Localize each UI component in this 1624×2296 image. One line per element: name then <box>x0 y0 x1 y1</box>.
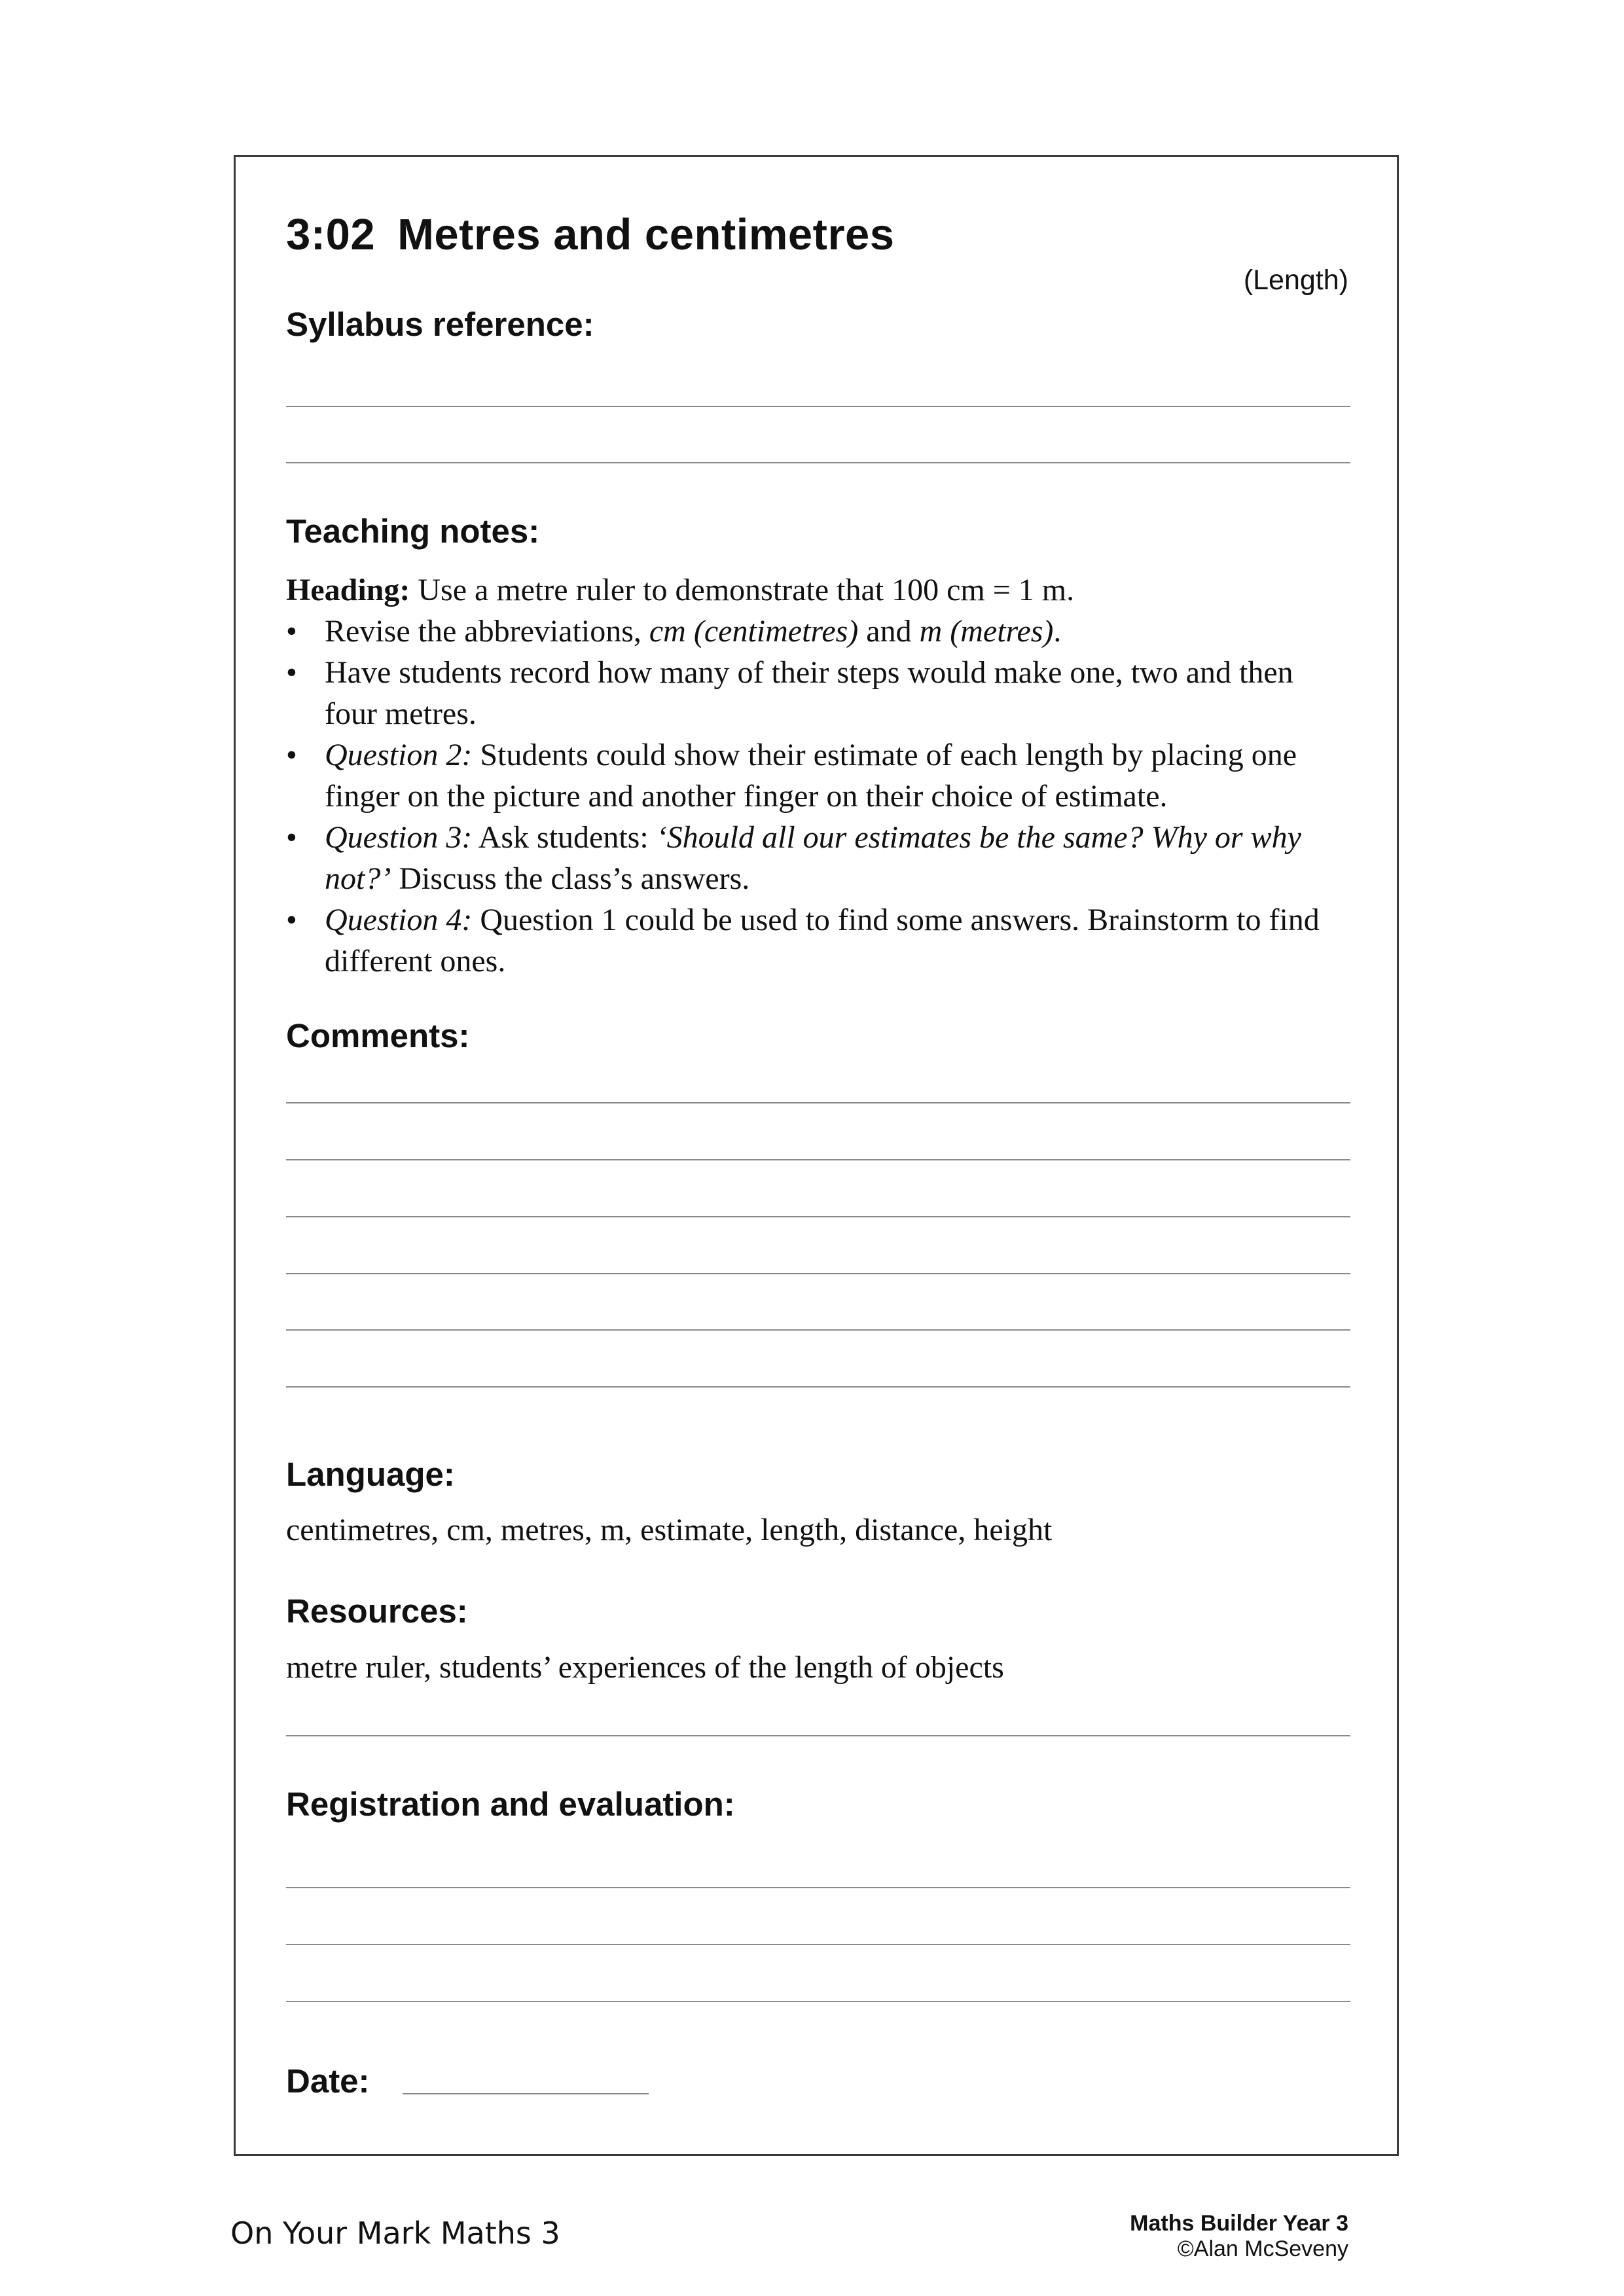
comments-line-6[interactable] <box>286 1386 1350 1388</box>
bullet-italic: cm (centimetres) <box>649 614 859 649</box>
notes-heading-text: Use a metre ruler to demonstrate that 100 cm = 1 m. <box>410 573 1075 607</box>
comments-line-3[interactable] <box>286 1216 1350 1217</box>
bullet-text: Question 1 could be used to find some answers. Brainstorm to find different ones. <box>325 903 1320 978</box>
registration-line-1[interactable] <box>286 1887 1350 1888</box>
language-heading: Language: <box>286 1456 455 1493</box>
question-label: Question 3: <box>325 820 473 855</box>
bullet-italic: m (metres) <box>919 614 1054 649</box>
lesson-title: Metres and centimetres <box>397 210 895 259</box>
registration-heading: Registration and evaluation: <box>286 1785 735 1823</box>
footer-copyright: ©Alan McSeveny <box>1177 2236 1348 2261</box>
comments-line-1[interactable] <box>286 1102 1350 1103</box>
question-label: Question 2: <box>325 738 473 772</box>
language-text: centimetres, cm, metres, m, estimate, length, distance, height <box>286 1513 1053 1547</box>
question-label: Question 4: <box>325 903 473 937</box>
list-item <box>286 734 1350 817</box>
notes-heading-paragraph <box>286 569 1350 611</box>
bullet-text: Students could show their estimate of each length by placing one finger on the picture and another finger on their choice of estimate. <box>325 738 1297 814</box>
registration-line-2[interactable] <box>286 1944 1350 1945</box>
bullet-text: and <box>858 614 920 649</box>
resources-line[interactable] <box>286 1735 1350 1736</box>
teaching-notes-heading: Teaching notes: <box>286 512 540 550</box>
teaching-notes-body <box>286 569 1350 982</box>
lesson-number: 3:02 <box>286 210 376 259</box>
syllabus-line-2[interactable] <box>286 462 1350 463</box>
date-label: Date: <box>286 2062 370 2100</box>
resources-text: metre ruler, students’ experiences of the length of objects <box>286 1650 1004 1685</box>
page-frame <box>234 155 1399 2156</box>
bullet-text: Discuss the class’s answers. <box>391 861 750 896</box>
list-item <box>286 652 1350 734</box>
date-field-line[interactable] <box>403 2093 649 2094</box>
notes-heading-label: Heading: <box>286 573 410 607</box>
syllabus-heading: Syllabus reference: <box>286 306 594 343</box>
list-item <box>286 899 1350 982</box>
bullet-text: Ask students: <box>472 820 657 855</box>
notes-bullet-list <box>286 611 1350 982</box>
syllabus-line-1[interactable] <box>286 406 1350 407</box>
footer-credit <box>1130 2211 1348 2262</box>
resources-heading: Resources: <box>286 1592 468 1630</box>
comments-line-2[interactable] <box>286 1159 1350 1160</box>
footer-series-title: On Your Mark Maths 3 <box>230 2215 560 2251</box>
registration-line-3[interactable] <box>286 2001 1350 2002</box>
bullet-text: Have students record how many of their steps would make one, two and then four metres. <box>325 655 1293 731</box>
list-item <box>286 611 1350 652</box>
comments-line-4[interactable] <box>286 1273 1350 1274</box>
comments-line-5[interactable] <box>286 1329 1350 1331</box>
comments-heading: Comments: <box>286 1017 470 1054</box>
bullet-quote: ‘Should all our estimates be the same? Why or why not?’ <box>325 820 1301 896</box>
bullet-text: Revise the abbreviations, <box>325 614 649 649</box>
list-item <box>286 817 1350 899</box>
footer-book-title: Maths Builder Year 3 <box>1130 2211 1348 2236</box>
bullet-text: . <box>1053 614 1062 649</box>
topic-label: (Length) <box>1243 264 1348 296</box>
page-title <box>286 209 895 260</box>
